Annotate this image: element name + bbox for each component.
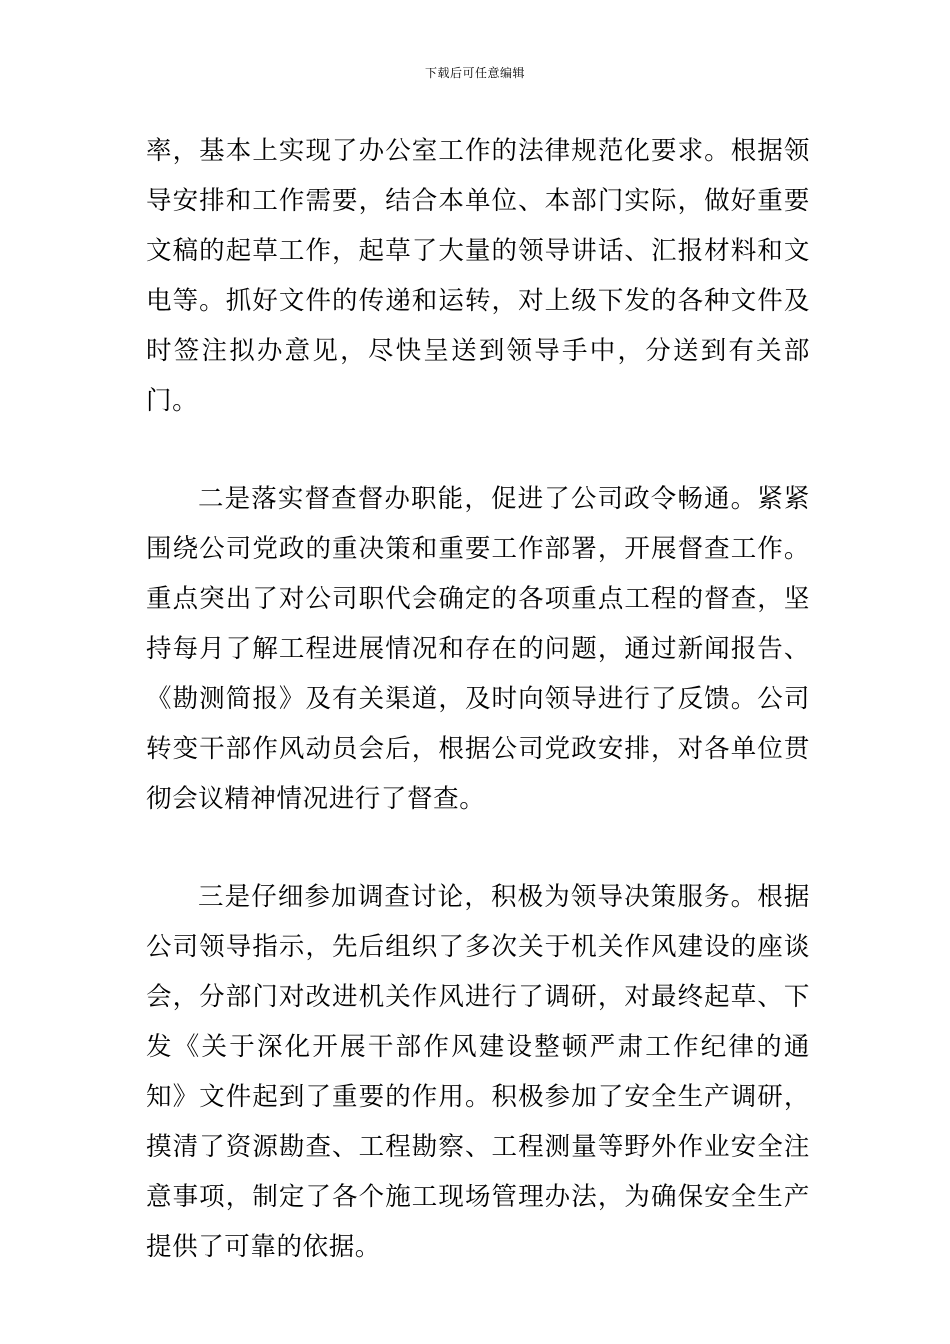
document-body [146, 126, 810, 1272]
paragraph-supervision: 二是落实督查督办职能，促进了公司政令畅通。紧紧围绕公司党政的重决策和重要工作部署，开展督查工作。重点突出了对公司职代会确定的各项重点工程的督查，坚持每月了解工程进展情况和存在的问题，通过新闻报告、《勘测简报》及有关渠道，及时向领导进行了反馈。公司转变干部作风动员会后，根据公司党政安排，对各单位贯彻会议精神情况进行了督查。 [146, 484, 810, 814]
paragraph-continuation: 率，基本上实现了办公室工作的法律规范化要求。根据领导安排和工作需要，结合本单位、本部门实际，做好重要文稿的起草工作，起草了大量的领导讲话、汇报材料和文电等。抓好文件的传递和运转，对上级下发的各种文件及时签注拟办意见，尽快呈送到领导手中，分送到有关部门。 [146, 136, 810, 416]
paragraph-research: 三是仔细参加调查讨论，积极为领导决策服务。根据公司领导指示，先后组织了多次关于机关作风建设的座谈会，分部门对改进机关作风进行了调研，对最终起草、下发《关于深化开展干部作风建设整顿严肃工作纪律的通知》文件起到了重要的作用。积极参加了安全生产调研，摸清了资源勘查、工程勘察、工程测量等野外作业安全注意事项，制定了各个施工现场管理办法，为确保安全生产提供了可靠的依据。 [146, 882, 810, 1262]
page-header: 下载后可任意编辑 [424, 66, 525, 80]
